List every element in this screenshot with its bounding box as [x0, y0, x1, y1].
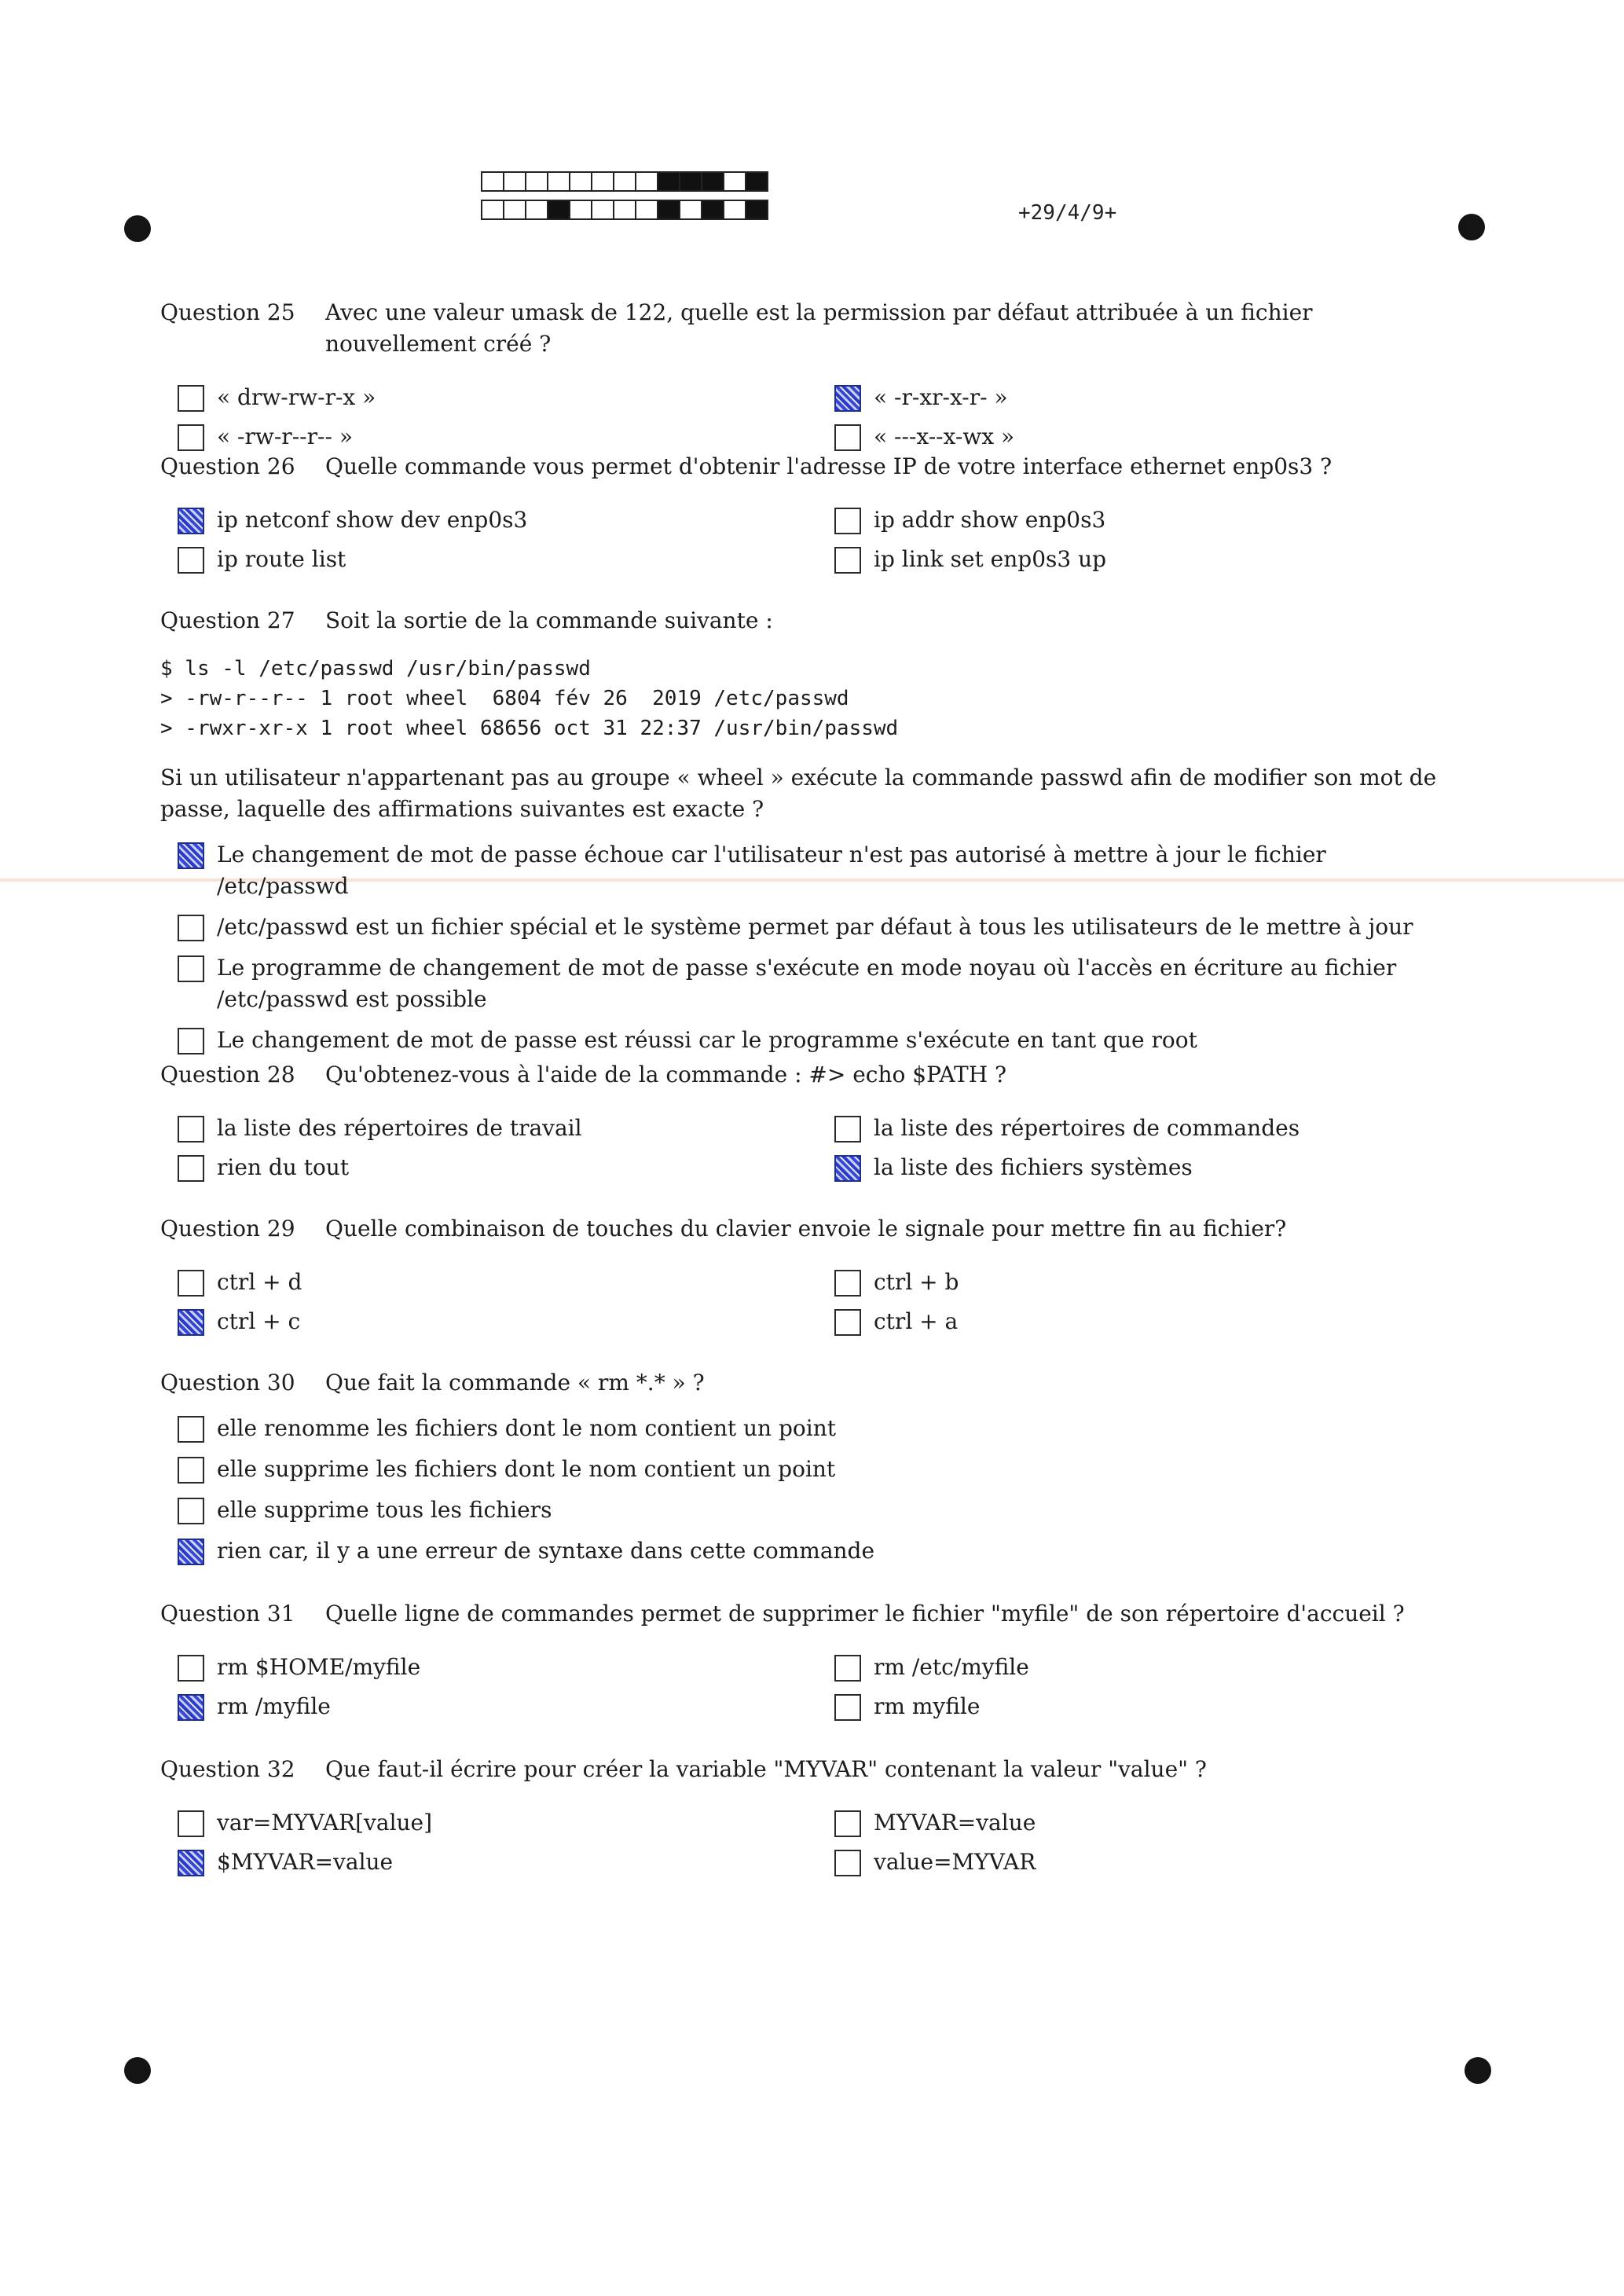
question-26	[160, 451, 1465, 575]
answer-label: ip netconf show dev enp0s3	[217, 507, 528, 533]
answer-option[interactable]	[178, 421, 834, 453]
answer-option[interactable]	[178, 1535, 1450, 1567]
answer-label: rien car, il y a une erreur de syntaxe dans cette commande	[217, 1538, 875, 1564]
question-number: Question 29	[160, 1216, 295, 1242]
answer-option[interactable]	[178, 382, 834, 413]
question-28	[160, 1059, 1465, 1183]
answer-label: ip link set enp0s3 up	[874, 546, 1107, 572]
answer-label: « drw-rw-r-x »	[217, 384, 376, 410]
empty-checkbox-icon[interactable]	[178, 1270, 204, 1297]
answer-label: la liste des répertoires de commandes	[874, 1115, 1300, 1141]
student-id-code-grid	[481, 171, 767, 228]
empty-checkbox-icon[interactable]	[834, 1810, 861, 1837]
answer-option[interactable]	[178, 1454, 1450, 1485]
question-text: Que faut-il écrire pour créer la variable "MYVAR" contenant la valeur "value" ?	[325, 1756, 1207, 1782]
code-cell	[547, 171, 570, 192]
code-line: $ ls -l /etc/passwd /usr/bin/passwd	[160, 657, 591, 680]
checked-box-icon[interactable]	[178, 1850, 204, 1876]
answer-option[interactable]	[834, 1113, 1447, 1144]
code-cell	[569, 200, 592, 220]
checked-box-icon[interactable]	[178, 842, 204, 869]
copy-identifier: +29/4/9+	[1018, 201, 1117, 225]
code-cell	[679, 200, 702, 220]
code-cell	[723, 171, 746, 192]
empty-checkbox-icon[interactable]	[834, 547, 861, 574]
question-text: Quelle commande vous permet d'obtenir l'adresse IP de votre interface ethernet enp0s3 ?	[325, 453, 1333, 479]
code-row	[481, 171, 767, 193]
question-27	[160, 605, 1465, 1056]
answer-label: ctrl + b	[874, 1269, 959, 1295]
answer-option[interactable]	[178, 1152, 834, 1183]
answer-list	[178, 1807, 1465, 1878]
answer-label: elle renomme les fichiers dont le nom contient un point	[217, 1415, 836, 1441]
code-cell	[503, 200, 526, 220]
code-row	[481, 200, 767, 222]
code-cell	[701, 200, 724, 220]
answer-option[interactable]	[178, 1306, 834, 1337]
answer-option[interactable]	[178, 1691, 834, 1722]
answer-option[interactable]	[178, 1267, 834, 1298]
code-cell	[701, 171, 724, 192]
question-text: Soit la sortie de la commande suivante :	[325, 607, 773, 633]
empty-checkbox-icon[interactable]	[178, 424, 204, 451]
answer-label: elle supprime tous les fichiers	[217, 1497, 552, 1523]
answer-label: ip route list	[217, 546, 346, 572]
checked-box-icon[interactable]	[178, 508, 204, 534]
answer-option[interactable]	[178, 1807, 834, 1839]
question-number: Question 25	[160, 299, 295, 325]
question-30	[160, 1367, 1465, 1567]
question-context-paragraph: Si un utilisateur n'appartenant pas au groupe « wheel » exécute la commande passwd afin de modifier son mot de passe, laquelle des affirmations suivantes est exacte ?	[160, 765, 1437, 822]
empty-checkbox-icon[interactable]	[178, 1457, 204, 1484]
question-29	[160, 1213, 1465, 1337]
answer-list	[178, 1267, 1465, 1337]
answer-option[interactable]	[178, 1113, 834, 1144]
empty-checkbox-icon[interactable]	[178, 1416, 204, 1443]
answer-label: var=MYVAR[value]	[217, 1810, 433, 1836]
answer-label: ip addr show enp0s3	[874, 507, 1106, 533]
checked-box-icon[interactable]	[178, 1539, 204, 1565]
code-cell	[503, 171, 526, 192]
question-text: Que fait la commande « rm *.* » ?	[325, 1370, 705, 1396]
answer-label: ctrl + c	[217, 1308, 301, 1334]
code-cell	[591, 200, 614, 220]
question-number: Question 26	[160, 453, 295, 479]
checked-box-icon[interactable]	[834, 1155, 861, 1182]
answer-option[interactable]	[834, 1652, 1447, 1683]
answer-label: Le changement de mot de passe est réussi car le programme s'exécute en tant que root	[217, 1027, 1197, 1053]
question-number: Question 27	[160, 607, 295, 633]
answer-option[interactable]	[178, 911, 1450, 943]
answer-option[interactable]	[178, 504, 834, 536]
empty-checkbox-icon[interactable]	[178, 1498, 204, 1524]
answer-label: « -r-xr-x-r- »	[874, 384, 1008, 410]
answer-label: Le programme de changement de mot de passe s'exécute en mode noyau où l'accès en écriture au fichier /etc/passwd est possible	[217, 955, 1397, 1012]
question-number: Question 30	[160, 1370, 295, 1396]
empty-checkbox-icon[interactable]	[178, 1028, 204, 1054]
question-text: Qu'obtenez-vous à l'aide de la commande : #> echo $PATH ?	[325, 1062, 1007, 1087]
answer-label: rm /etc/myfile	[874, 1654, 1029, 1680]
empty-checkbox-icon[interactable]	[178, 1810, 204, 1837]
answer-option[interactable]	[834, 504, 1447, 536]
code-cell	[481, 200, 504, 220]
question-number: Question 32	[160, 1756, 295, 1782]
question-31	[160, 1598, 1465, 1722]
empty-checkbox-icon[interactable]	[178, 1116, 204, 1142]
code-cell	[569, 171, 592, 192]
checked-box-icon[interactable]	[178, 1309, 204, 1336]
answer-label: « ---x--x-wx »	[874, 424, 1015, 449]
answer-option[interactable]	[178, 1652, 834, 1683]
question-25	[160, 297, 1465, 453]
code-cell	[547, 200, 570, 220]
question-text: Quelle ligne de commandes permet de supprimer le fichier "myfile" de son répertoire d'accueil ?	[325, 1601, 1405, 1627]
answer-label: la liste des fichiers systèmes	[874, 1154, 1193, 1180]
answer-option[interactable]	[834, 1152, 1447, 1183]
question-text: Quelle combinaison de touches du clavier envoie le signale pour mettre fin au fichier?	[325, 1216, 1287, 1242]
empty-checkbox-icon[interactable]	[834, 1270, 861, 1297]
empty-checkbox-icon[interactable]	[178, 547, 204, 574]
registration-mark-top-right	[1458, 214, 1485, 240]
checked-box-icon[interactable]	[178, 1694, 204, 1721]
answer-label: MYVAR=value	[874, 1810, 1036, 1836]
answer-option[interactable]	[178, 1025, 1450, 1056]
answer-label: « -rw-r--r-- »	[217, 424, 353, 449]
answer-list	[178, 1652, 1465, 1722]
code-cell	[525, 200, 548, 220]
answer-list	[178, 839, 1465, 1056]
answer-label: ctrl + d	[217, 1269, 302, 1295]
answer-option[interactable]	[178, 1847, 834, 1878]
answer-option[interactable]	[834, 1691, 1447, 1722]
checked-box-icon[interactable]	[834, 385, 861, 412]
answer-option[interactable]	[834, 421, 1447, 453]
empty-checkbox-icon[interactable]	[178, 955, 204, 982]
answer-option[interactable]	[834, 1306, 1447, 1337]
registration-mark-top-left	[124, 215, 151, 242]
answer-list	[178, 382, 1465, 453]
question-text: Avec une valeur umask de 122, quelle est la permission par défaut attribuée à un fichier nouvellement créé ?	[325, 299, 1313, 357]
answer-label: rm $HOME/myfile	[217, 1654, 421, 1680]
answer-option[interactable]	[178, 544, 834, 575]
answer-label: rm /myfile	[217, 1693, 331, 1719]
answer-option[interactable]	[834, 382, 1447, 413]
empty-checkbox-icon[interactable]	[834, 1309, 861, 1336]
answer-option[interactable]	[178, 1495, 1450, 1526]
code-line: > -rw-r--r-- 1 root wheel 6804 fév 26 2019 /etc/passwd	[160, 687, 849, 710]
answer-option[interactable]	[834, 544, 1447, 575]
empty-checkbox-icon[interactable]	[834, 1694, 861, 1721]
answer-list	[178, 1413, 1465, 1567]
question-32	[160, 1754, 1465, 1878]
answer-label: ctrl + a	[874, 1308, 959, 1334]
code-cell	[635, 200, 658, 220]
answer-label: Le changement de mot de passe échoue car l'utilisateur n'est pas autorisé à mettre à jour le fichier /etc/passwd	[217, 842, 1326, 899]
empty-checkbox-icon[interactable]	[178, 915, 204, 941]
code-cell	[745, 171, 768, 192]
empty-checkbox-icon[interactable]	[178, 1155, 204, 1182]
code-cell	[657, 200, 680, 220]
empty-checkbox-icon[interactable]	[178, 1655, 204, 1682]
code-cell	[657, 171, 680, 192]
empty-checkbox-icon[interactable]	[834, 1850, 861, 1876]
answer-label: value=MYVAR	[874, 1849, 1036, 1875]
code-cell	[745, 200, 768, 220]
answer-option[interactable]	[834, 1807, 1447, 1839]
answer-option[interactable]	[834, 1267, 1447, 1298]
code-line: > -rwxr-xr-x 1 root wheel 68656 oct 31 22:37 /usr/bin/passwd	[160, 717, 899, 740]
answer-option[interactable]	[834, 1847, 1447, 1878]
answer-label: rm myfile	[874, 1693, 981, 1719]
question-number: Question 31	[160, 1601, 295, 1627]
answer-label: elle supprime les fichiers dont le nom contient un point	[217, 1456, 836, 1482]
empty-checkbox-icon[interactable]	[834, 1655, 861, 1682]
registration-mark-bottom-right	[1465, 2057, 1491, 2084]
answer-list	[178, 504, 1465, 575]
empty-checkbox-icon[interactable]	[178, 385, 204, 412]
answer-label: /etc/passwd est un fichier spécial et le système permet par défaut à tous les utilisateurs de le mettre à jour	[217, 914, 1413, 940]
code-cell	[525, 171, 548, 192]
empty-checkbox-icon[interactable]	[834, 424, 861, 451]
answer-label: rien du tout	[217, 1154, 350, 1180]
command-output-block	[160, 654, 1465, 743]
answer-label: la liste des répertoires de travail	[217, 1115, 582, 1141]
code-cell	[679, 171, 702, 192]
code-cell	[613, 200, 636, 220]
question-number: Question 28	[160, 1062, 295, 1087]
code-cell	[635, 171, 658, 192]
answer-option[interactable]	[178, 952, 1450, 1015]
code-cell	[481, 171, 504, 192]
answer-option[interactable]	[178, 1413, 1450, 1444]
answer-label: $MYVAR=value	[217, 1849, 394, 1875]
code-cell	[723, 200, 746, 220]
answer-list	[178, 1113, 1465, 1183]
answer-option[interactable]	[178, 839, 1450, 902]
empty-checkbox-icon[interactable]	[834, 508, 861, 534]
registration-mark-bottom-left	[124, 2057, 151, 2084]
code-cell	[591, 171, 614, 192]
empty-checkbox-icon[interactable]	[834, 1116, 861, 1142]
code-cell	[613, 171, 636, 192]
